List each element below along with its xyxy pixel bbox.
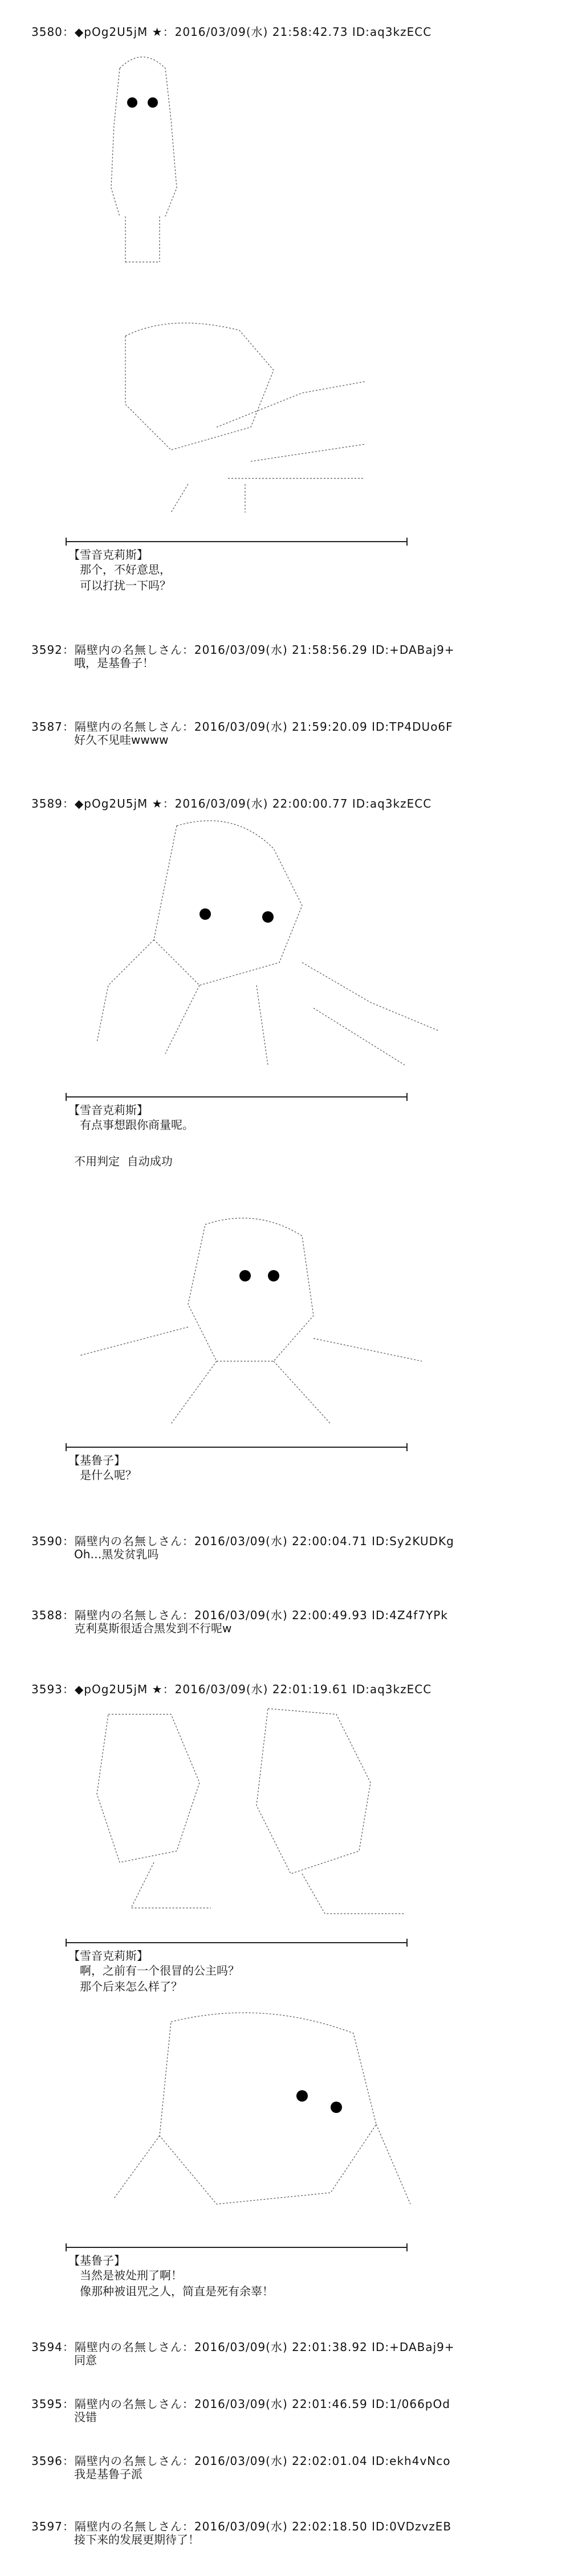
dialogue-speaker: 【基鲁子】 bbox=[68, 1453, 125, 1467]
post-header: 3595：隔壁内の名無しさん：2016/03/09(水) 22:01:46.59 ID:1/066pOd bbox=[31, 2397, 450, 2411]
post-text: 没错 bbox=[74, 2410, 97, 2424]
post-text: 接下来的发展更期待了！ bbox=[74, 2533, 199, 2546]
dialogue-lines: 那个，不好意思， 可以打扰一下吗？ bbox=[80, 563, 171, 592]
post-text: 我是基鲁子派 bbox=[74, 2467, 142, 2481]
post-text: 好久不见哇wwww bbox=[74, 733, 169, 747]
post-header: 3589：◆pOg2U5jM ★：2016/03/09(水) 22:00:00.77 ID:aq3kzECC bbox=[31, 797, 432, 810]
post-header: 3590：隔壁内の名無しさん：2016/03/09(水) 22:00:04.71 ID:Sy2KUDKg bbox=[31, 1534, 454, 1548]
ascii-art-group-scene bbox=[85, 1703, 439, 1931]
dialogue-speaker: 【雪音克莉斯】 bbox=[68, 548, 148, 562]
divider bbox=[66, 541, 408, 542]
dialogue-lines: 当然是被处刑了啊！ 像那种被诅咒之人，简直是死有余辜！ bbox=[80, 2268, 274, 2298]
post-header: 3596：隔壁内の名無しさん：2016/03/09(水) 22:02:01.04 ID:ekh4vNco bbox=[31, 2454, 451, 2468]
ascii-art-character-dancing bbox=[85, 814, 484, 1088]
post-header: 3593：◆pOg2U5jM ★：2016/03/09(水) 22:01:19.61 ID:aq3kzECC bbox=[31, 1682, 432, 1696]
post-text: 哦，是基鲁子！ bbox=[74, 656, 154, 670]
post-text: Oh…黑发贫乳吗 bbox=[74, 1547, 159, 1561]
roll-note: 不用判定 自动成功 bbox=[74, 1154, 173, 1168]
post-header: 3588：隔壁内の名無しさん：2016/03/09(水) 22:00:49.93 ID:4Z4f7YPk bbox=[31, 1608, 448, 1622]
dialogue-lines: 是什么呢？ bbox=[80, 1468, 137, 1482]
post-text: 同意 bbox=[74, 2353, 97, 2367]
ascii-art-character-closeup bbox=[91, 2010, 433, 2238]
divider bbox=[66, 1447, 408, 1448]
divider bbox=[66, 2247, 408, 2248]
dialogue-speaker: 【雪音克莉斯】 bbox=[68, 1949, 148, 1963]
post-header: 3594：隔壁内の名無しさん：2016/03/09(水) 22:01:38.92 ID:+DABaj9+ bbox=[31, 2340, 455, 2354]
ascii-art-character-standing bbox=[85, 46, 199, 273]
dialogue-lines: 啊，之前有一个很冒的公主吗？ 那个后来怎么样了？ bbox=[80, 1964, 239, 1993]
post-header: 3587：隔壁内の名無しさん：2016/03/09(水) 21:59:20.09 ID:TP4DUo6F bbox=[31, 720, 453, 734]
dialogue-lines: 有点事想跟你商量呢。 bbox=[80, 1118, 194, 1132]
divider bbox=[66, 1096, 408, 1097]
post-header: 3580：◆pOg2U5jM ★：2016/03/09(水) 21:58:42.73 ID:aq3kzECC bbox=[31, 25, 432, 39]
post-header: 3597：隔壁内の名無しさん：2016/03/09(水) 22:02:18.50 ID:0VDzvzEB bbox=[31, 2520, 452, 2533]
ascii-art-character-seated bbox=[57, 1213, 467, 1441]
ascii-art-character-bowing bbox=[103, 313, 399, 518]
dialogue-speaker: 【雪音克莉斯】 bbox=[68, 1103, 148, 1117]
divider bbox=[66, 1942, 408, 1943]
post-text: 克利莫斯很适合黑发到不行呢w bbox=[74, 1621, 232, 1635]
post-header: 3592：隔壁内の名無しさん：2016/03/09(水) 21:58:56.29 ID:+DABaj9+ bbox=[31, 643, 455, 657]
dialogue-speaker: 【基鲁子】 bbox=[68, 2254, 125, 2267]
